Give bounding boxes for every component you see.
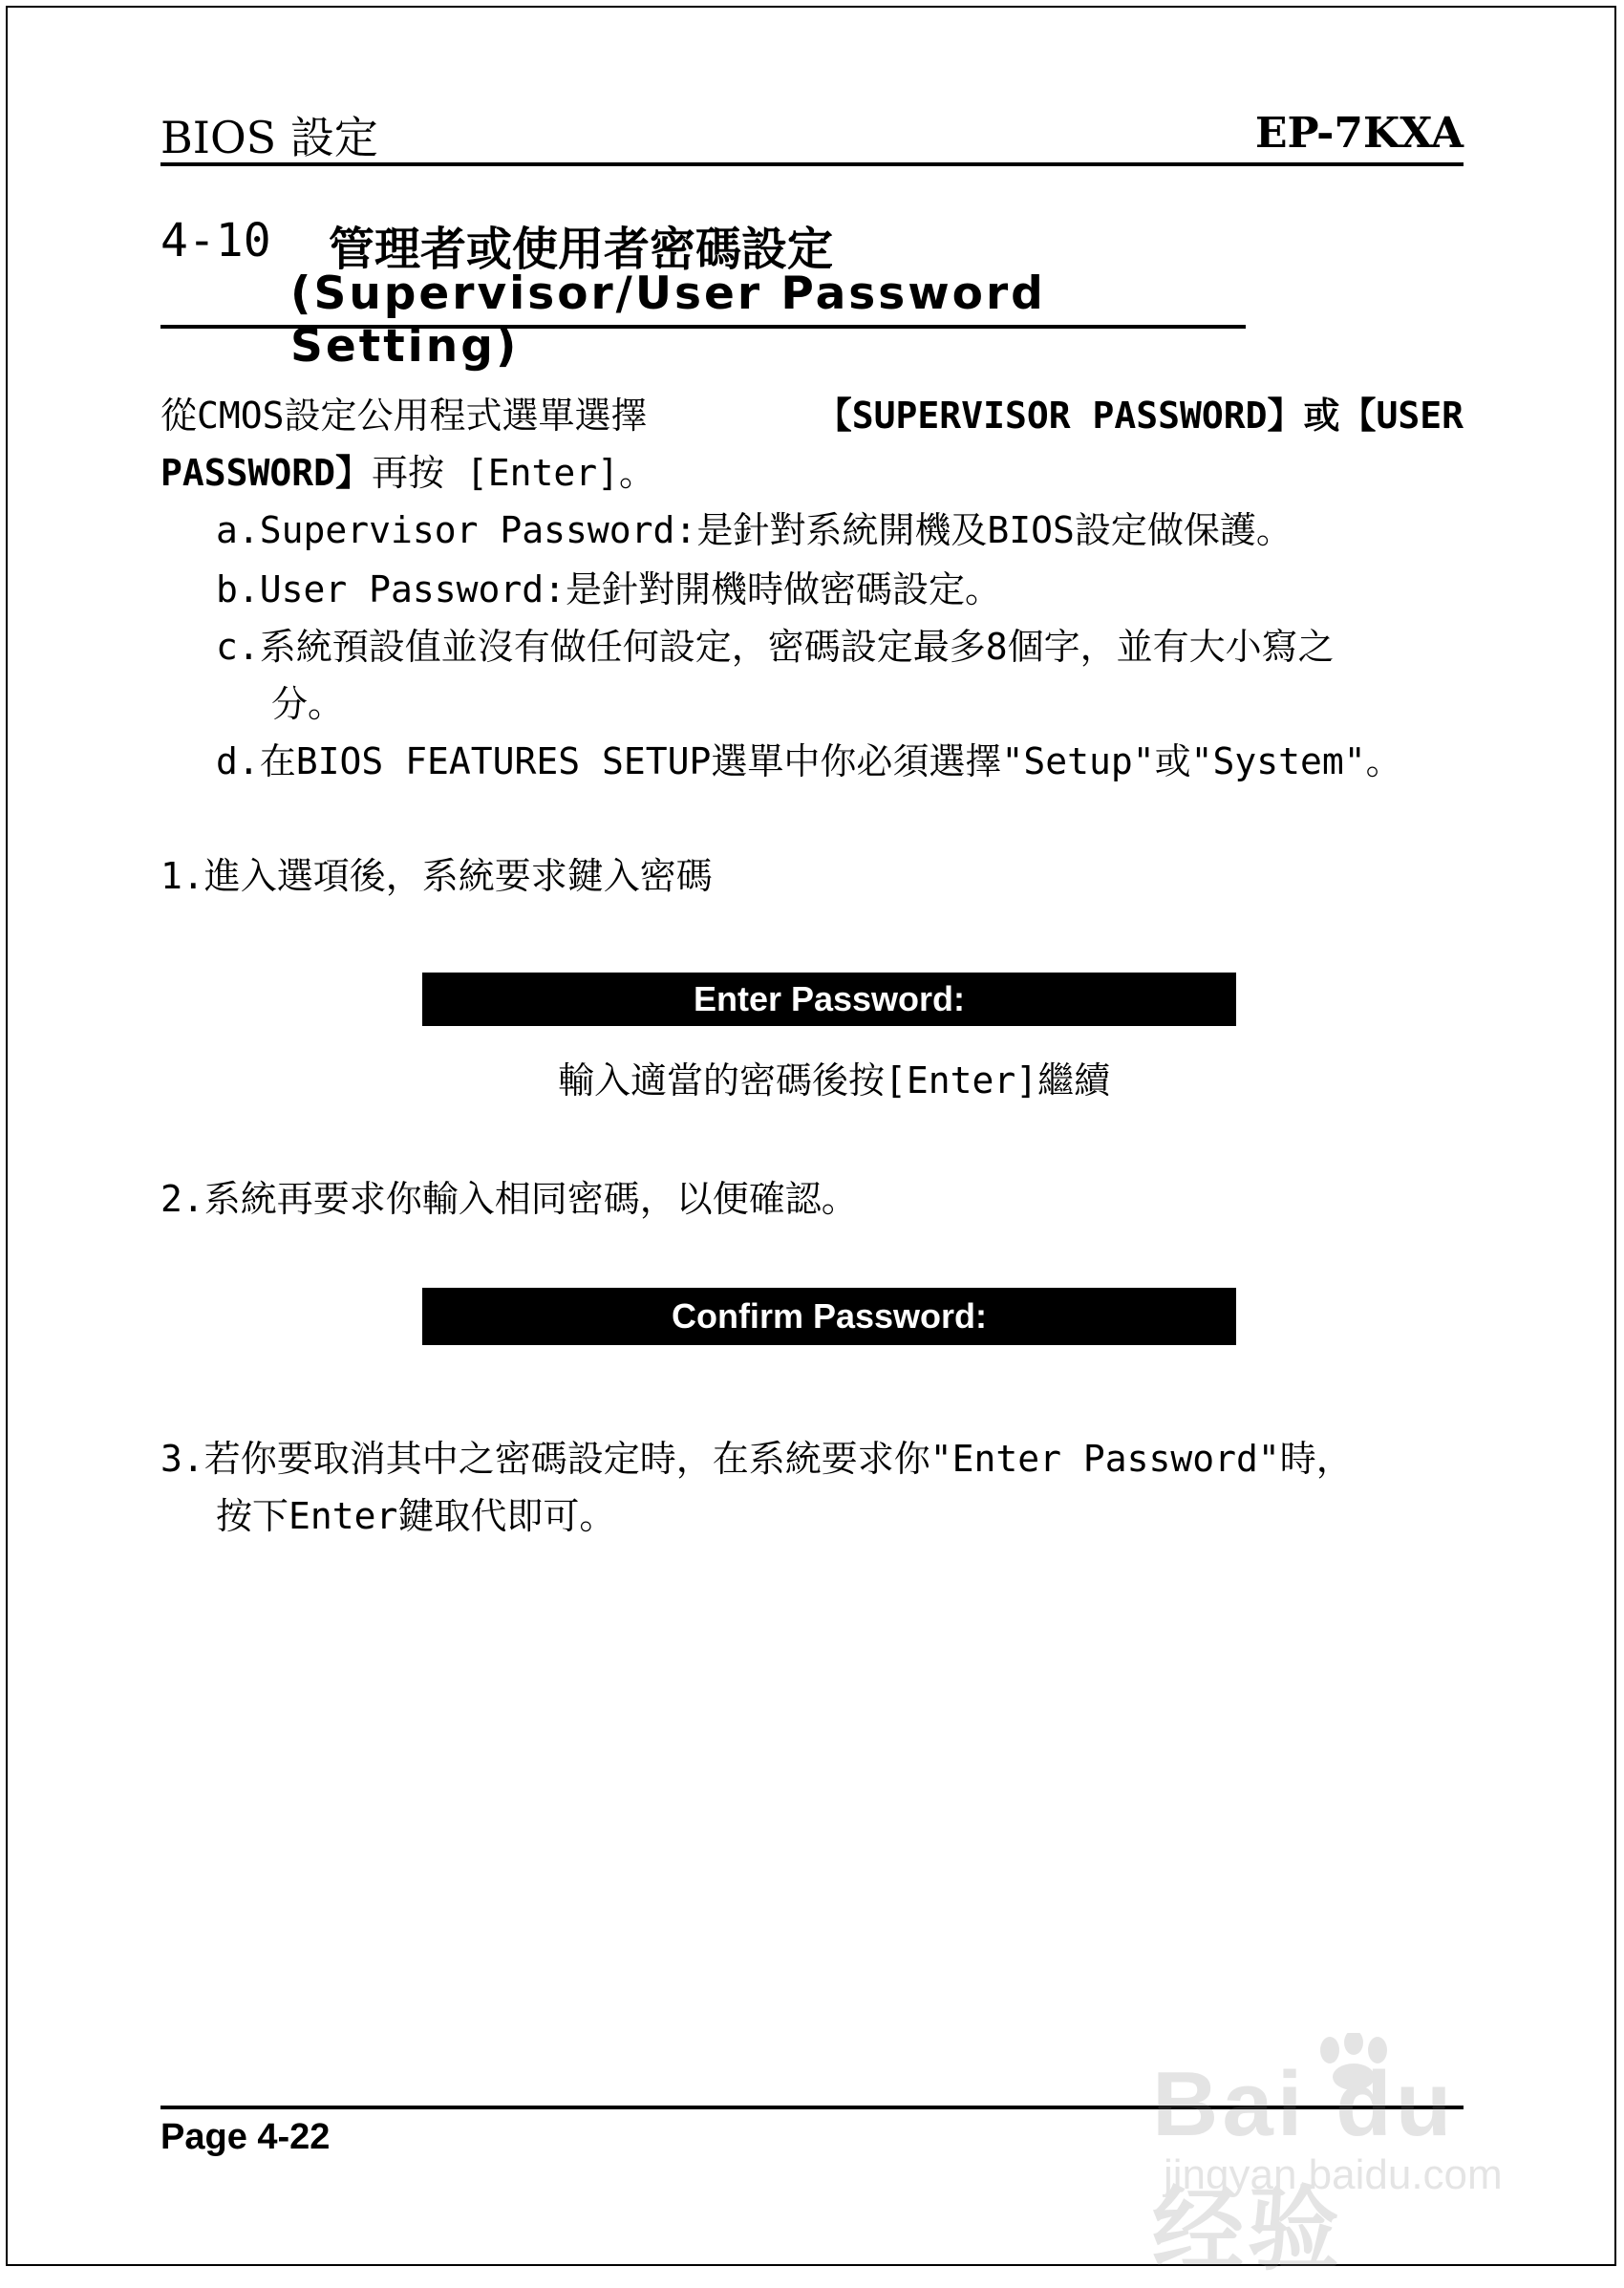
step-1: 1.進入選項後，系統要求鍵入密碼 [160,855,713,897]
page-header [160,103,1464,166]
intro-line-2 [160,443,655,496]
section-title-en: (Supervisor/User Password Setting) [290,267,1046,373]
note-b: b.User Password:是針對開機時做密碼設定。 [216,568,1002,610]
watermark-url: jingyan.baidu.com [1164,2151,1503,2198]
header-model: EP-7KXA [1254,109,1464,158]
step-2: 2.系統再要求你輸入相同密碼，以便確認。 [160,1178,858,1220]
page-number: Page 4-22 [160,2117,331,2157]
note-c-cont: 分。 [271,683,345,725]
baidu-watermark [1152,2033,1534,2281]
note-c: c.系統預設值並沒有做任何設定，密碼設定最多8個字，並有大小寫之 [216,626,1335,668]
intro-line-1 [160,386,1464,438]
intro-menu-options: 【SUPERVISOR PASSWORD】或【USER [815,395,1464,437]
header-chapter: BIOS 設定 [160,112,378,163]
note-a: a.Supervisor Password:是針對系統開機及BIOS設定做保護。 [216,509,1293,551]
enter-password-bar: Enter Password: [422,973,1236,1026]
section-title-cn: 管理者或使用者密碼設定 [329,223,834,276]
intro-text: 從CMOS設定公用程式選單選擇 [160,395,648,437]
section-heading [160,208,1246,373]
confirm-password-bar: Confirm Password: [422,1288,1236,1345]
step-3: 3.若你要取消其中之密碼設定時，在系統要求你"Enter Password"時， [160,1438,1353,1480]
intro-instruction: 再按 [Enter]。 [372,452,656,494]
watermark-logo: Bai du 经验 [1152,2053,1456,2281]
intro-menu-option-end: PASSWORD】 [160,452,373,494]
section-number: 4-10 [160,214,271,267]
enter-caption: 輸入適當的密碼後按[Enter]繼續 [558,1059,1111,1101]
step-3-cont: 按下Enter鍵取代即可。 [216,1495,616,1537]
note-d: d.在BIOS FEATURES SETUP選單中你必須選擇"Setup"或"System"。 [216,740,1402,782]
